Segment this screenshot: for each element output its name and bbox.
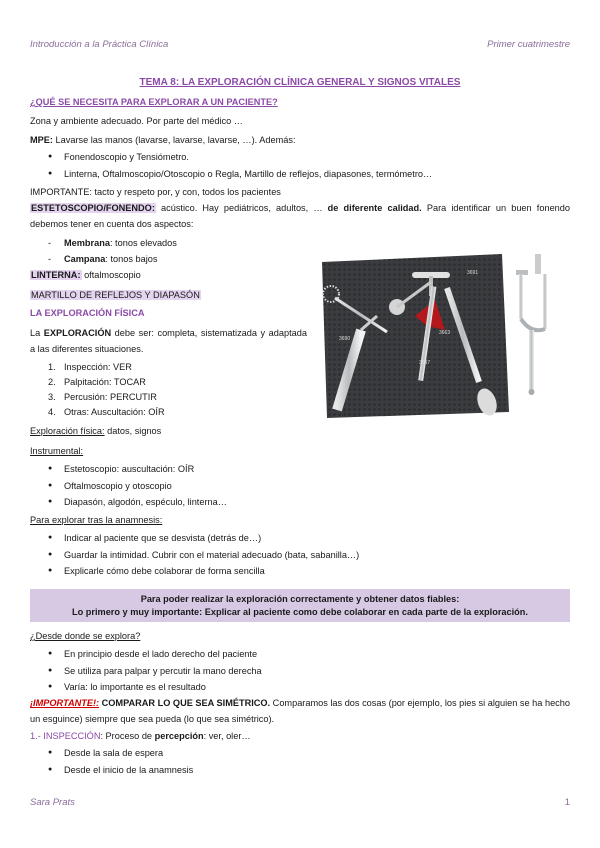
campana-label: Campana [64, 254, 106, 264]
text-exploracion-fisica [30, 426, 161, 436]
list-item [48, 360, 165, 375]
simetrico-alert: ¡IMPORTANTE!: [30, 698, 100, 708]
list-item: ● Oftalmoscopio y otoscopio [48, 478, 227, 495]
linterna-text: oftalmoscopio [81, 270, 141, 280]
list-item: ● Desde la sala de espera [48, 745, 193, 762]
text-zona: Zona y ambiente adecuado. Por parte del médico … [30, 116, 243, 126]
estetoscopio-label: ESTETOSCOPIO/FONENDO: [31, 203, 155, 213]
footer-author: Sara Prats [30, 797, 75, 808]
label-3690: 3690 [339, 336, 351, 342]
text-martillo [30, 290, 201, 300]
list-item: ● Explicarle cómo debe colaborar de forma sencilla [48, 563, 359, 580]
text-linterna [30, 270, 141, 280]
desde-heading: ¿Desde donde se explora? [30, 631, 141, 641]
desde-list [48, 646, 262, 696]
mpe-label: MPE: [30, 135, 53, 145]
inspeccion-list [48, 745, 193, 778]
instruments-photo [317, 252, 570, 418]
martillo-label: MARTILLO DE REFLEJOS Y DIAPASÓN [31, 290, 200, 300]
inspeccion-bold: percepción [154, 731, 204, 741]
simetrico-bold: COMPARAR LO QUE SEA SIMÉTRICO. [99, 698, 271, 708]
estetoscopio-bold: de diferente calidad. [327, 203, 422, 213]
exploracion-fisica-text: datos, signos [104, 426, 162, 436]
header-semester: Primer cuatrimestre [487, 39, 570, 50]
step-number: 1. [48, 362, 56, 372]
intro-bold: EXPLORACIÓN [43, 328, 112, 338]
linterna-label: LINTERNA: [31, 270, 81, 280]
page-title: TEMA 8: LA EXPLORACIÓN CLÍNICA GENERAL Y SIGNOS VITALES [139, 77, 461, 88]
header-course-title: Introducción a la Práctica Clínica [30, 39, 169, 50]
page-number: 1 [564, 797, 570, 808]
list-item: ● Indicar al paciente que se desvista (detrás de…) [48, 530, 359, 547]
membrana-label: Membrana [64, 238, 110, 248]
list-item: ● Fonendoscopio y Tensiómetro. [48, 149, 432, 166]
list-item: ● Varía: lo importante es el resultado [48, 679, 262, 696]
list-item: ● Estetoscopio: auscultación: OÍR [48, 461, 227, 478]
section-heading-exploracion: LA EXPLORACIÓN FÍSICA [30, 308, 145, 318]
list-item: ● Diapasón, algodón, espéculo, linterna… [48, 494, 227, 511]
inspeccion-label: 1.- INSPECCIÓN [30, 731, 101, 741]
important-banner [30, 589, 570, 622]
step-text: Palpitación: TOCAR [64, 377, 146, 387]
list-item: ● Guardar la intimidad. Cubrir con el material adecuado (bata, sabanilla…) [48, 547, 359, 564]
step-number: 3. [48, 392, 56, 402]
label-3663: 3663 [439, 330, 451, 336]
step-text: Otras: Auscultación: OÍR [64, 407, 165, 417]
list-item [48, 251, 177, 267]
label-3697: 3697 [419, 360, 431, 366]
text-mpe [30, 135, 296, 145]
text-importante: IMPORTANTE: tacto y respeto por, y con, todos los pacientes [30, 187, 281, 197]
list-item [48, 405, 165, 420]
list-item: ● En principio desde el lado derecho del paciente [48, 646, 262, 663]
inspeccion-post: : ver, oler… [203, 731, 251, 741]
exploracion-steps [48, 360, 165, 420]
inspeccion-pre: : Proceso de [100, 731, 155, 741]
text-estetoscopio [30, 201, 570, 232]
instruments-illustration [317, 252, 570, 418]
anamnesis-list [48, 530, 359, 580]
simetrico-text: Comparamos las dos cosas (por ejemplo, los pies si alguien se ha hecho un esguince) siempre que sea pueda (lo que sea simétrico). [30, 698, 570, 724]
instrumental-list [48, 461, 227, 511]
list-item: ● Desde el inicio de la anamnesis [48, 762, 193, 779]
text-simetrico [30, 696, 570, 727]
fonendo-list [48, 235, 177, 267]
list-item [48, 390, 165, 405]
intro-pre: La [30, 328, 44, 338]
mpe-list [48, 149, 432, 182]
text-exploracion-intro [30, 326, 307, 357]
estetoscopio-text2: Para identificar un buen fonendo debemos tener en cuenta dos aspectos: [30, 203, 571, 229]
anamnesis-heading: Para explorar tras la anamnesis: [30, 515, 163, 525]
mpe-text: Lavarse las manos (lavarse, lavarse, lavarse, …). Además: [52, 135, 296, 145]
list-item: ● Se utiliza para palpar y percutir la mano derecha [48, 663, 262, 680]
list-item: ● Linterna, Oftalmoscopio/Otoscopio o Regla, Martillo de reflejos, diapasones, termómetro… [48, 166, 432, 183]
banner-line-1: Para poder realizar la exploración correctamente y obtener datos fiables: [140, 594, 460, 604]
exploracion-fisica-label: Exploración física: [30, 426, 105, 436]
step-number: 4. [48, 407, 56, 417]
intro-post: debe ser: completa, sistematizada y adaptada a las diferentes situaciones. [30, 328, 307, 354]
membrana-text: : tonos elevados [109, 238, 177, 248]
section-heading-what-needed: ¿QUÉ SE NECESITA PARA EXPLORAR A UN PACIENTE? [30, 97, 278, 107]
instrumental-heading: Instrumental: [30, 446, 84, 456]
list-item [48, 375, 165, 390]
list-item [48, 235, 177, 251]
step-number: 2. [48, 377, 56, 387]
step-text: Percusión: PERCUTIR [64, 392, 157, 402]
label-3691: 3691 [467, 270, 479, 276]
banner-line-2: Lo primero y muy importante: Explicar al paciente como debe colaborar en cada parte de la exploración. [72, 607, 528, 617]
step-text: Inspección: VER [64, 362, 132, 372]
campana-text: : tonos bajos [105, 254, 158, 264]
inspeccion-heading [30, 731, 251, 741]
estetoscopio-text1: acústico. Hay pediátricos, adultos, … [155, 203, 328, 213]
